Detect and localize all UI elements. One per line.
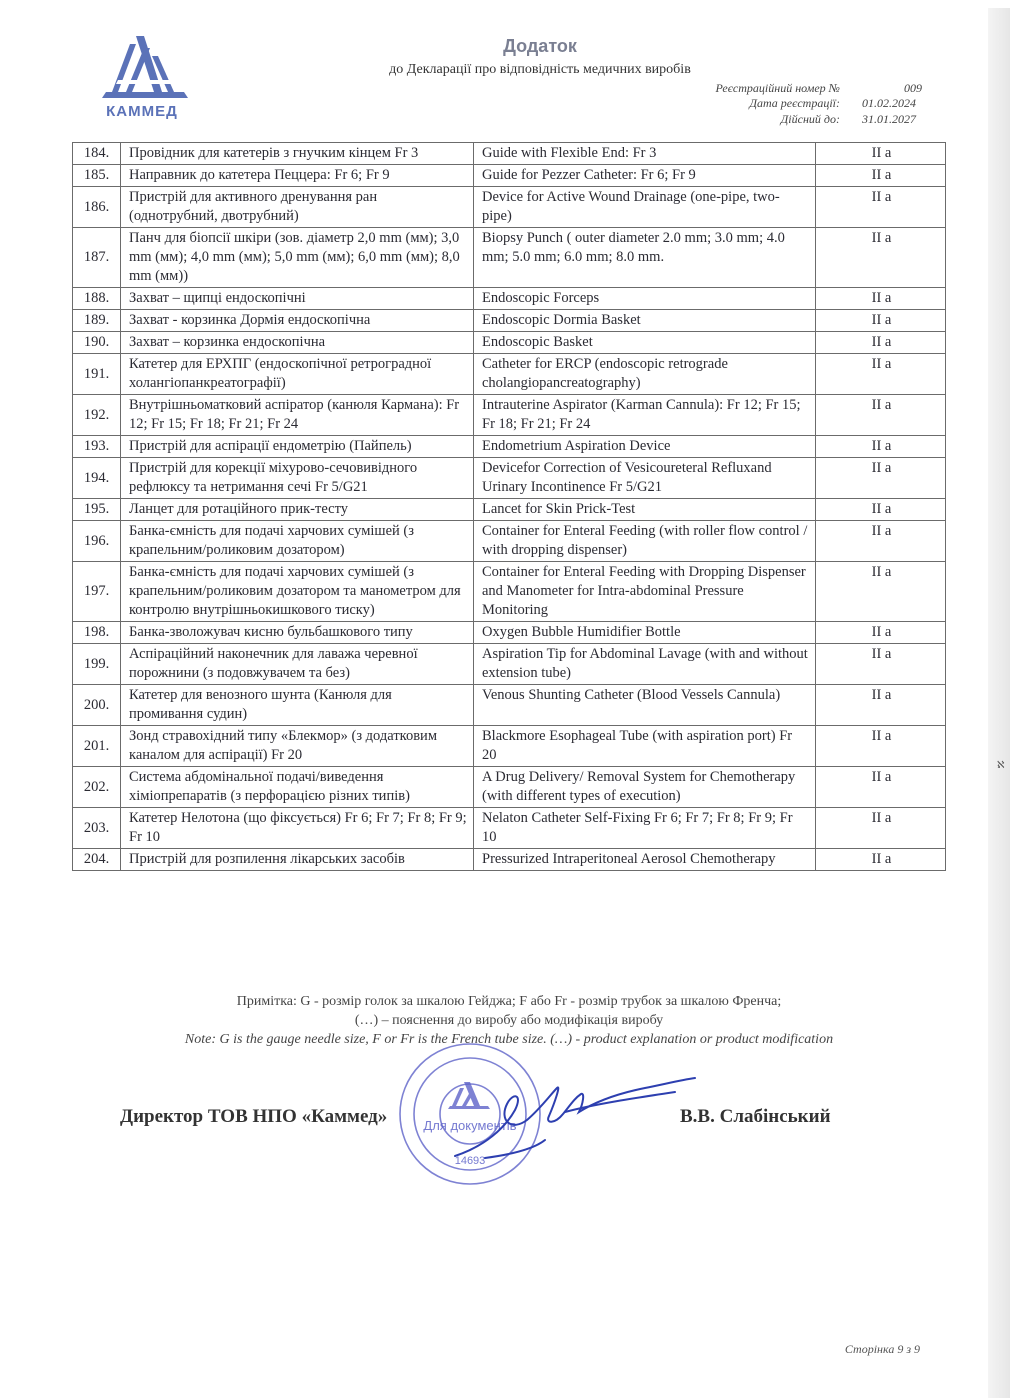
valid-until-row — [640, 112, 940, 128]
registration-date-label: Дата реєстрації: — [749, 96, 840, 110]
english-name-cell: Catheter for ERCP (endoscopic retrograde cholangiopancreatography) — [474, 354, 816, 395]
ukrainian-name-cell: Банка-ємність для подачі харчових сумішей (з крапельним/роликовим дозатором) — [121, 521, 474, 562]
row-number-cell: 204. — [73, 849, 121, 871]
registration-number-value: 009 — [904, 81, 922, 95]
row-number-cell: 187. — [73, 228, 121, 288]
row-number-cell: 199. — [73, 644, 121, 685]
table-row — [73, 767, 946, 808]
english-name-cell: Guide with Flexible End: Fr 3 — [474, 143, 816, 165]
document-title: Додаток — [503, 36, 577, 56]
ukrainian-name-cell: Катетер для венозного шунта (Канюля для промивання судин) — [121, 685, 474, 726]
row-number-cell: 189. — [73, 310, 121, 332]
scan-edge — [988, 8, 1010, 1398]
table-row — [73, 726, 946, 767]
ukrainian-name-cell: Направник до катетера Пеццера: Fr 6; Fr 9 — [121, 165, 474, 187]
english-name-cell: Nelaton Catheter Self-Fixing Fr 6; Fr 7; Fr 8; Fr 9; Fr 10 — [474, 808, 816, 849]
english-name-cell: Device for Active Wound Drainage (one-pipe, two-pipe) — [474, 187, 816, 228]
row-number-cell: 184. — [73, 143, 121, 165]
table-row — [73, 644, 946, 685]
table-row — [73, 395, 946, 436]
table-row — [73, 622, 946, 644]
risk-class-cell: II а — [816, 332, 946, 354]
devices-table — [72, 142, 946, 871]
risk-class-cell: II а — [816, 458, 946, 499]
english-name-cell: Oxygen Bubble Humidifier Bottle — [474, 622, 816, 644]
table-row — [73, 187, 946, 228]
ukrainian-name-cell: Аспіраційний наконечник для лаважа черевної порожнини (з подовжувачем та без) — [121, 644, 474, 685]
row-number-cell: 186. — [73, 187, 121, 228]
page-number: Сторінка 9 з 9 — [844, 1342, 920, 1356]
table-row — [73, 436, 946, 458]
ukrainian-name-cell: Панч для біопсії шкіри (зов. діаметр 2,0 mm (мм); 3,0 mm (мм); 4,0 mm (мм); 5,0 mm (мм); 6,0 mm (мм); 8,0 mm (мм)) — [121, 228, 474, 288]
note-line-1: Примітка: G - розмір голок за шкалою Гейджа; F або Fr - розмір трубок за шкалою Френча; — [236, 994, 782, 1009]
company-logo — [92, 34, 192, 124]
risk-class-cell: II а — [816, 436, 946, 458]
registration-number-label: Реєстраційний номер № — [715, 81, 840, 95]
ukrainian-name-cell: Зонд стравохідний типу «Блекмор» (з додатковим каналом для аспірації) Fr 20 — [121, 726, 474, 767]
ukrainian-name-cell: Захват - корзинка Дормія ендоскопічна — [121, 310, 474, 332]
stamp-code: 14693 — [454, 1155, 486, 1167]
signatory-name: В.В. Слабінський — [680, 1106, 831, 1127]
handwritten-signature — [445, 1058, 725, 1168]
row-number-cell: 191. — [73, 354, 121, 395]
devices-table-body — [73, 143, 946, 871]
english-name-cell: Devicefor Correction of Vesicoureteral Refluxand Urinary Incontinence Fr 5/G21 — [474, 458, 816, 499]
valid-until-value: 31.01.2027 — [862, 112, 916, 126]
table-row — [73, 310, 946, 332]
table-row — [73, 499, 946, 521]
risk-class-cell: II а — [816, 622, 946, 644]
risk-class-cell: II а — [816, 767, 946, 808]
risk-class-cell: II а — [816, 726, 946, 767]
ukrainian-name-cell: Пристрій для розпилення лікарських засобів — [121, 849, 474, 871]
english-name-cell: Venous Shunting Catheter (Blood Vessels Cannula) — [474, 685, 816, 726]
ukrainian-name-cell: Захват – корзинка ендоскопічна — [121, 332, 474, 354]
note-line-2: (…) – пояснення до виробу або модифікація виробу — [354, 1013, 664, 1028]
risk-class-cell: II а — [816, 808, 946, 849]
row-number-cell: 193. — [73, 436, 121, 458]
ukrainian-name-cell: Банка-зволожувач кисню бульбашкового типу — [121, 622, 474, 644]
table-row — [73, 458, 946, 499]
row-number-cell: 198. — [73, 622, 121, 644]
english-name-cell: Guide for Pezzer Catheter: Fr 6; Fr 9 — [474, 165, 816, 187]
ukrainian-name-cell: Ланцет для ротаційного прик-тесту — [121, 499, 474, 521]
risk-class-cell: II а — [816, 562, 946, 622]
table-row — [73, 143, 946, 165]
ukrainian-name-cell: Пристрій для корекції міхурово-сечовивідного рефлюксу та нетримання сечі Fr 5/G21 — [121, 458, 474, 499]
risk-class-cell: II а — [816, 395, 946, 436]
risk-class-cell: II а — [816, 849, 946, 871]
row-number-cell: 201. — [73, 726, 121, 767]
table-row — [73, 562, 946, 622]
table-row — [73, 685, 946, 726]
risk-class-cell: II а — [816, 644, 946, 685]
registration-date-value: 01.02.2024 — [862, 96, 916, 110]
row-number-cell: 190. — [73, 332, 121, 354]
table-row — [73, 228, 946, 288]
table-row — [73, 288, 946, 310]
table-row — [73, 849, 946, 871]
english-name-cell: Endoscopic Forceps — [474, 288, 816, 310]
ukrainian-name-cell: Провідник для катетерів з гнучким кінцем Fr 3 — [121, 143, 474, 165]
risk-class-cell: II а — [816, 187, 946, 228]
table-row — [73, 808, 946, 849]
valid-until-label: Дійсний до: — [780, 112, 840, 126]
note-line-english: Note: G is the gauge needle size, F or Fr is the French tube size. (…) - product explanation or product modification — [184, 1032, 834, 1047]
ukrainian-name-cell: Система абдомінальної подачі/виведення хіміопрепаратів (з перфорацією різних типів) — [121, 767, 474, 808]
english-name-cell: Endometrium Aspiration Device — [474, 436, 816, 458]
row-number-cell: 195. — [73, 499, 121, 521]
english-name-cell: Endoscopic Basket — [474, 332, 816, 354]
risk-class-cell: II а — [816, 685, 946, 726]
table-row — [73, 521, 946, 562]
ukrainian-name-cell: Пристрій для активного дренування ран (однотрубний, двотрубний) — [121, 187, 474, 228]
risk-class-cell: II а — [816, 310, 946, 332]
english-name-cell: Lancet for Skin Prick-Test — [474, 499, 816, 521]
ukrainian-name-cell: Катетер для ЕРХПГ (ендоскопічної ретроградної холангіопанкреатографії) — [121, 354, 474, 395]
risk-class-cell: II а — [816, 143, 946, 165]
row-number-cell: 194. — [73, 458, 121, 499]
document-subtitle: до Декларації про відповідність медичних виробів — [389, 62, 691, 77]
ukrainian-name-cell: Захват – щипці ендоскопічні — [121, 288, 474, 310]
english-name-cell: Container for Enteral Feeding (with roller flow control / with dropping dispenser) — [474, 521, 816, 562]
row-number-cell: 200. — [73, 685, 121, 726]
english-name-cell: Biopsy Punch ( outer diameter 2.0 mm; 3.0 mm; 4.0 mm; 5.0 mm; 6.0 mm; 8.0 mm. — [474, 228, 816, 288]
stamp-text: Для документів — [423, 1118, 517, 1133]
risk-class-cell: II а — [816, 288, 946, 310]
ukrainian-name-cell: Внутрішньоматковий аспіратор (канюля Кармана): Fr 12; Fr 15; Fr 18; Fr 21; Fr 24 — [121, 395, 474, 436]
english-name-cell: Aspiration Tip for Abdominal Lavage (with and without extension tube) — [474, 644, 816, 685]
english-name-cell: Intrauterine Aspirator (Karman Cannula): Fr 12; Fr 15; Fr 18; Fr 21; Fr 24 — [474, 395, 816, 436]
ukrainian-name-cell: Пристрій для аспірації ендометрію (Пайпель) — [121, 436, 474, 458]
table-row — [73, 332, 946, 354]
ukrainian-name-cell: Банка-ємність для подачі харчових сумішей (з крапельним/роликовим дозатором та манометром для контролю внутрішньокишкового тиску) — [121, 562, 474, 622]
row-number-cell: 188. — [73, 288, 121, 310]
row-number-cell: 185. — [73, 165, 121, 187]
row-number-cell: 202. — [73, 767, 121, 808]
row-number-cell: 197. — [73, 562, 121, 622]
risk-class-cell: II а — [816, 165, 946, 187]
risk-class-cell: II а — [816, 499, 946, 521]
row-number-cell: 196. — [73, 521, 121, 562]
table-row — [73, 165, 946, 187]
risk-class-cell: II а — [816, 354, 946, 395]
registration-date-row — [640, 96, 940, 112]
english-name-cell: Endoscopic Dormia Basket — [474, 310, 816, 332]
signatory-position: Директор ТОВ НПО «Каммед» — [120, 1106, 388, 1127]
risk-class-cell: II а — [816, 228, 946, 288]
english-name-cell: Blackmore Esophageal Tube (with aspiration port) Fr 20 — [474, 726, 816, 767]
english-name-cell: Container for Enteral Feeding with Dropping Dispenser and Manometer for Intra-abdominal Pressure Monitoring — [474, 562, 816, 622]
row-number-cell: 192. — [73, 395, 121, 436]
ukrainian-name-cell: Катетер Нелотона (що фіксується) Fr 6; Fr 7; Fr 8; Fr 9; Fr 10 — [121, 808, 474, 849]
risk-class-cell: II а — [816, 521, 946, 562]
english-name-cell: Pressurized Intraperitoneal Aerosol Chemotherapy — [474, 849, 816, 871]
english-name-cell: A Drug Delivery/ Removal System for Chemotherapy (with different types of execution) — [474, 767, 816, 808]
table-row — [73, 354, 946, 395]
row-number-cell: 203. — [73, 808, 121, 849]
registration-number-row — [640, 81, 940, 97]
scan-mark: ℵ — [997, 760, 1005, 771]
logo-text: КАММЕД — [106, 103, 178, 120]
